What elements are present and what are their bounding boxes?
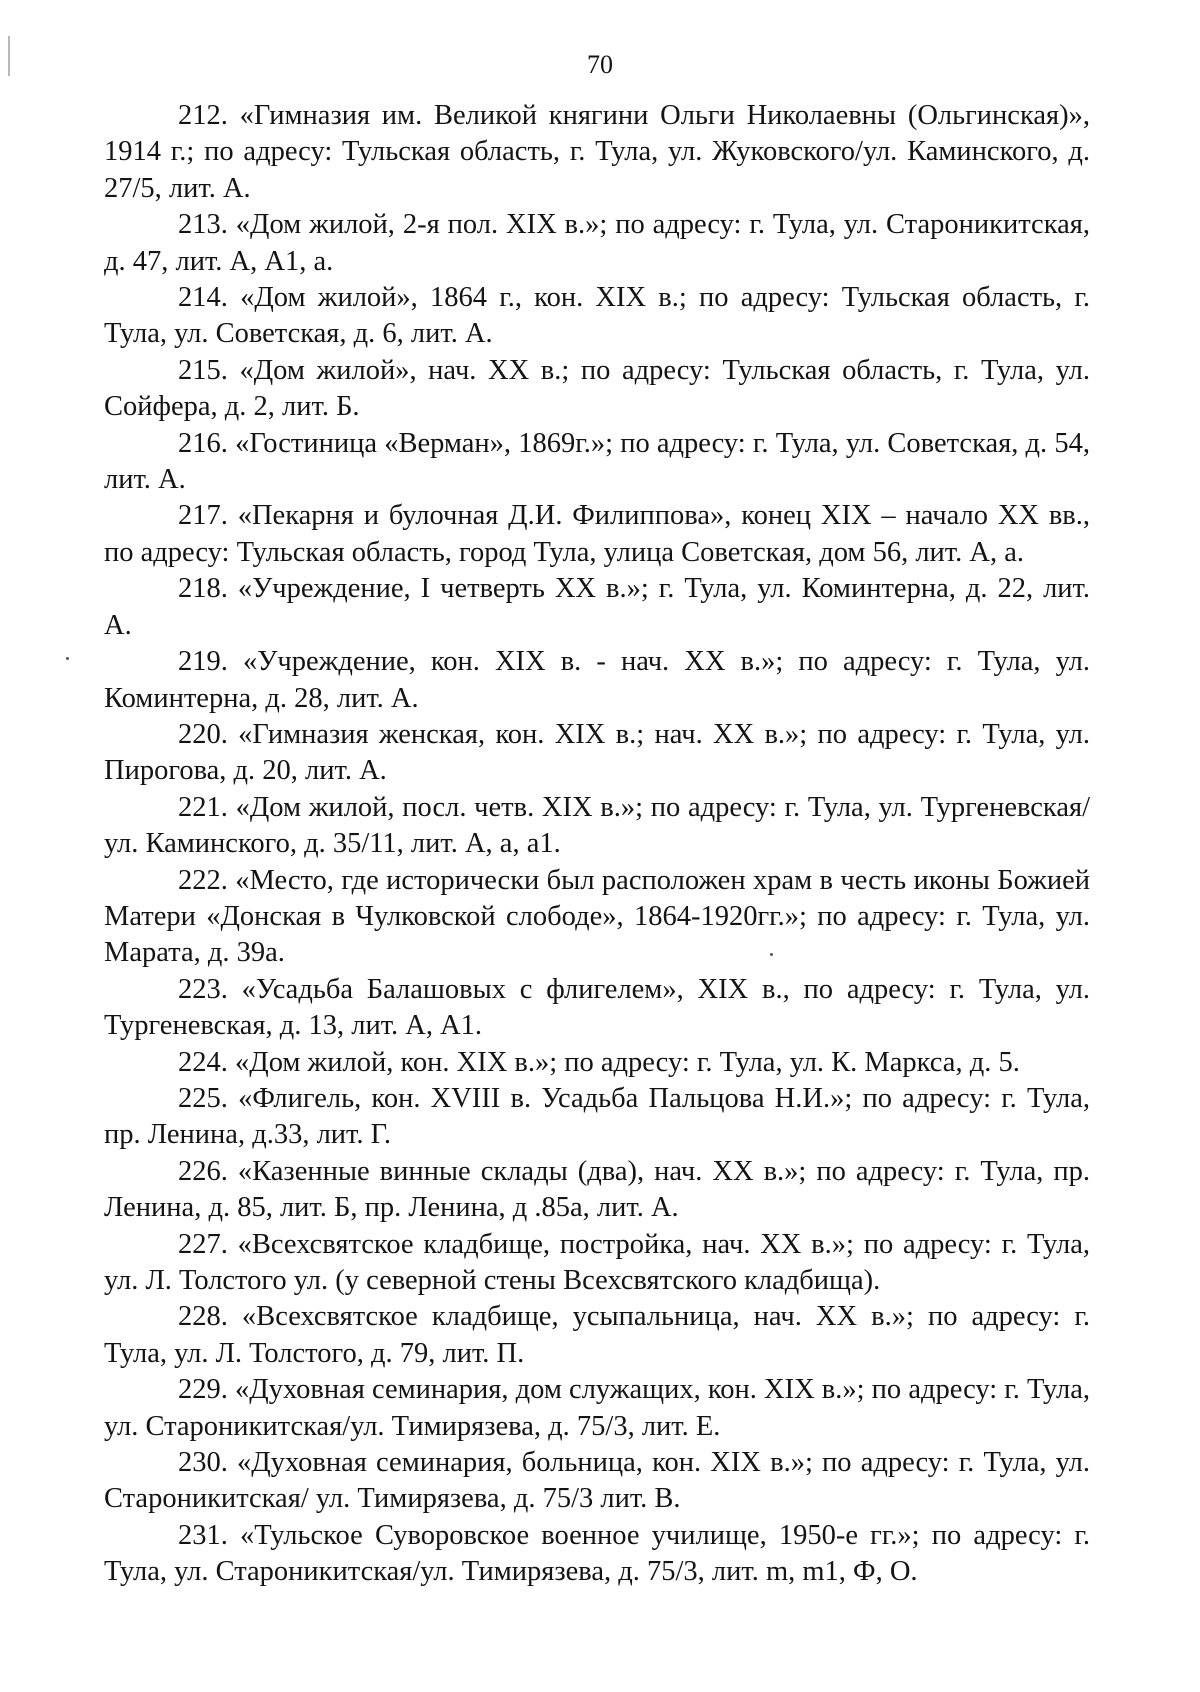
list-item: 229. «Духовная семинария, дом служащих, кон. XIX в.»; по адресу: г. Тула, ул. Староникитская/ул. Тимирязева, д. 75/3, лит. Е. [104,1374,1090,1442]
list-item: 223. «Усадьба Балашовых с флигелем», XIX в., по адресу: г. Тула, ул. Тургеневская, д. 13, лит. А, А1. [104,973,1090,1042]
list-item: 221. «Дом жилой, посл. четв. XIX в.»; по адресу: г. Тула, ул. Тургеневская/ул. Каминского, д. 35/11, лит. А, а, а1. [104,791,1090,860]
document-body [104,98,1090,1591]
list-item: 227. «Всехсвятское кладбище, постройка, нач. XX в.»; по адресу: г. Тула, ул. Л. Толстого ул. (у северной стены Всехсвятского кладбища). [104,1228,1090,1296]
list-item: 231. «Тульское Суворовское военное училище, 1950-е гг.»; по адресу: г. Тула, ул. Староникитская/ул. Тимирязева, д. 75/3, лит. m, m1, Ф, О. [104,1519,1090,1588]
list-item: 226. «Казенные винные склады (два), нач. XX в.»; по адресу: г. Тула, пр. Ленина, д. 85, лит. Б, пр. Ленина, д .85а, лит. А. [104,1155,1090,1224]
list-item: 228. «Всехсвятское кладбище, усыпальница, нач. XX в.»; по адресу: г. Тула, ул. Л. Толстого, д. 79, лит. П. [104,1301,1090,1369]
list-item: 230. «Духовная семинария, больница, кон. XIX в.»; по адресу: г. Тула, ул. Староникитская/ ул. Тимирязева, д. 75/3 лит. В. [104,1447,1090,1515]
list-item: 218. «Учреждение, I четверть XX в.»; г. Тула, ул. Коминтерна, д. 22, лит. А. [104,573,1090,641]
list-item: 222. «Место, где исторически был расположен храм в честь иконы Божией Матери «Донская в Чулковской слободе», 1864-1920гг.»; по адресу: г. Тула, ул. Марата, д. 39а. [104,864,1090,969]
page-number: 70 [587,50,613,79]
list-item: 213. «Дом жилой, 2-я пол. XIX в.»; по адресу: г. Тула, ул. Староникитская, д. 47, лит. А, А1, а. [104,209,1090,277]
list-item: 220. «Гимназия женская, кон. XIX в.; нач. XX в.»; по адресу: г. Тула, ул. Пирогова, д. 20, лит. А. [104,718,1090,787]
list-item: 217. «Пекарня и булочная Д.И. Филиппова», конец XIX – начало XX вв., по адресу: Тульская область, город Тула, улица Советская, дом 56, лит. А, а. [104,500,1090,568]
list-item: 224. «Дом жилой, кон. XIX в.»; по адресу: г. Тула, ул. К. Маркса, д. 5. [178,1046,1020,1078]
scan-speck [66,657,69,660]
list-item: 214. «Дом жилой», 1864 г., кон. XIX в.; по адресу: Тульская область, г. Тула, ул. Советская, д. 6, лит. А. [104,282,1090,350]
list-item: 225. «Флигель, кон. XVIII в. Усадьба Пальцова Н.И.»; по адресу: г. Тула, пр. Ленина, д.33, лит. Г. [104,1082,1090,1151]
list-item: 215. «Дом жилой», нач. XX в.; по адресу: Тульская область, г. Тула, ул. Сойфера, д. 2, лит. Б. [104,354,1090,423]
list-item: 212. «Гимназия им. Великой княгини Ольги Николаевны (Ольгинская)», 1914 г.; по адресу: Тульская область, г. Тула, ул. Жуковского/ул. Каминского, д. 27/5, лит. А. [104,100,1090,204]
list-item: 216. «Гостиница «Верман», 1869г.»; по адресу: г. Тула, ул. Советская, д. 54, лит. А. [104,427,1090,496]
list-item: 219. «Учреждение, кон. XIX в. - нач. XX в.»; по адресу: г. Тула, ул. Коминтерна, д. 28, лит. А. [104,646,1090,714]
